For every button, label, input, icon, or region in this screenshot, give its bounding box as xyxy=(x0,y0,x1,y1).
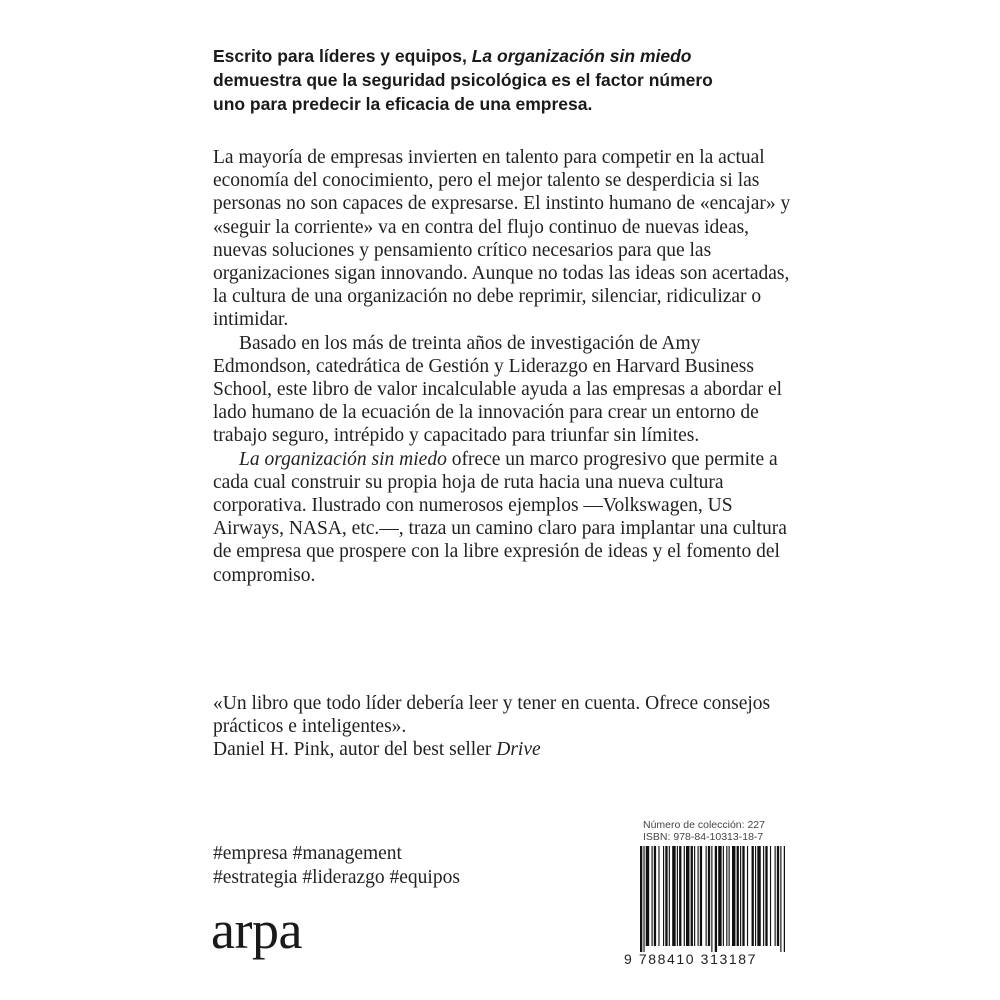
barcode-bar xyxy=(672,846,675,946)
barcode-bar xyxy=(757,846,760,946)
paragraph-3-text: ofrece un marco progresivo que permite a cada cual construir su propia hoja de ruta hacia una nueva cultura corporativa. Ilustrado con numerosos ejemplos —Volkswagen, US Airways, NASA, etc.—, traza un camino claro para implantar una cultura de empresa que prospere con la libre expresión de ideas y el fomento del compromiso. xyxy=(213,448,787,586)
attribution-book-title: Drive xyxy=(496,739,541,761)
barcode-bar xyxy=(755,846,756,946)
barcode-bar xyxy=(747,846,748,946)
barcode-bar xyxy=(669,846,670,946)
barcode-bar xyxy=(700,846,702,946)
barcode-bar xyxy=(663,846,664,946)
barcode-bar xyxy=(777,846,779,946)
barcode-bar xyxy=(654,846,656,946)
collection-number: Número de colección: 227 xyxy=(643,819,765,831)
intro-part-2: demuestra que la seguridad psicológica es el factor número uno para predecir la eficacia de una empresa. xyxy=(213,70,713,114)
barcode-bar xyxy=(752,846,754,946)
barcode-bar xyxy=(665,846,667,946)
barcode-bar xyxy=(691,846,693,946)
barcode-bar xyxy=(652,846,653,946)
endorsement-quote: «Un libro que todo líder debería leer y tener en cuenta. Ofrece consejos prácticos e inteligentes». xyxy=(213,693,771,738)
barcode-bar xyxy=(679,846,681,946)
barcode-bar xyxy=(780,846,781,952)
barcode-bar xyxy=(684,846,685,946)
hashtags-line-1: #empresa #management xyxy=(213,843,402,864)
intro-blurb xyxy=(213,44,733,116)
barcode-bar xyxy=(640,846,642,952)
barcode-bar xyxy=(763,846,764,946)
barcode-bar xyxy=(715,846,717,952)
barcode-bar xyxy=(694,846,695,946)
barcode-bar xyxy=(643,846,644,952)
barcode-bar xyxy=(765,846,767,946)
barcode-bar xyxy=(737,846,739,946)
hashtags-line-2: #estrategia #liderazgo #equipos xyxy=(213,867,460,888)
barcode-bar xyxy=(732,846,735,946)
paragraph-2: Basado en los más de treinta años de investigación de Amy Edmondson, catedrática de Gestión y Liderazgo en Harvard Business School, este libro de valor incalculable ayuda a las empresas a abordar el lado humano de la ecuación de la innovación para crear un entorno de trabajo seguro, intrépido y capacitado para triunfar sin límites. xyxy=(213,332,783,447)
barcode-bar xyxy=(686,846,689,946)
description xyxy=(213,146,793,587)
barcode-bar xyxy=(718,846,721,946)
barcode-bar xyxy=(726,846,727,946)
attribution-text: Daniel H. Pink, autor del best seller xyxy=(213,739,497,761)
barcode-bar xyxy=(742,846,744,946)
barcode-bar xyxy=(698,846,699,946)
endorsement xyxy=(213,692,793,762)
barcode-bar xyxy=(706,846,707,946)
publisher-logo: arpa xyxy=(211,900,302,960)
paragraph-3 xyxy=(213,448,793,587)
hashtags xyxy=(213,842,613,890)
endorsement-attribution xyxy=(213,738,793,761)
barcode-bar xyxy=(711,846,712,952)
intro-book-title: La organización sin miedo xyxy=(471,46,692,66)
barcode-bar xyxy=(770,846,771,946)
barcode-digits: 9 788410 313187 xyxy=(624,951,757,967)
paragraph-3-book-title: La organización sin miedo xyxy=(239,448,447,470)
barcode-bar xyxy=(740,846,741,946)
isbn-text: ISBN: 978-84-10313-18-7 xyxy=(643,831,764,843)
barcode-bar xyxy=(775,846,776,946)
paragraph-1: La mayoría de empresas invierten en talento para competir en la actual economía del conocimiento, pero el mejor talento se desperdicia si las personas no son capaces de expresarse. El instinto humano de «encajar» y «seguir la corriente» va en contra del flujo continuo de nuevas ideas, nuevas soluciones y pensamiento crítico necesarios para que las organizaciones sigan innovando. Aunque no todas las ideas son acertadas, la cultura de una organización no debe reprimir, silenciar, ridiculizar o intimidar. xyxy=(213,147,791,331)
barcode-bars xyxy=(640,846,785,952)
intro-part-1: Escrito para líderes y equipos, xyxy=(213,46,472,66)
barcode-bar xyxy=(723,846,724,946)
barcode-bar xyxy=(708,846,710,946)
barcode-bar xyxy=(658,846,659,946)
barcode-bar xyxy=(729,846,730,946)
barcode-bar xyxy=(677,846,678,946)
barcode-bar xyxy=(784,846,785,952)
barcode-panel xyxy=(620,817,795,967)
barcode-bar xyxy=(646,846,649,946)
